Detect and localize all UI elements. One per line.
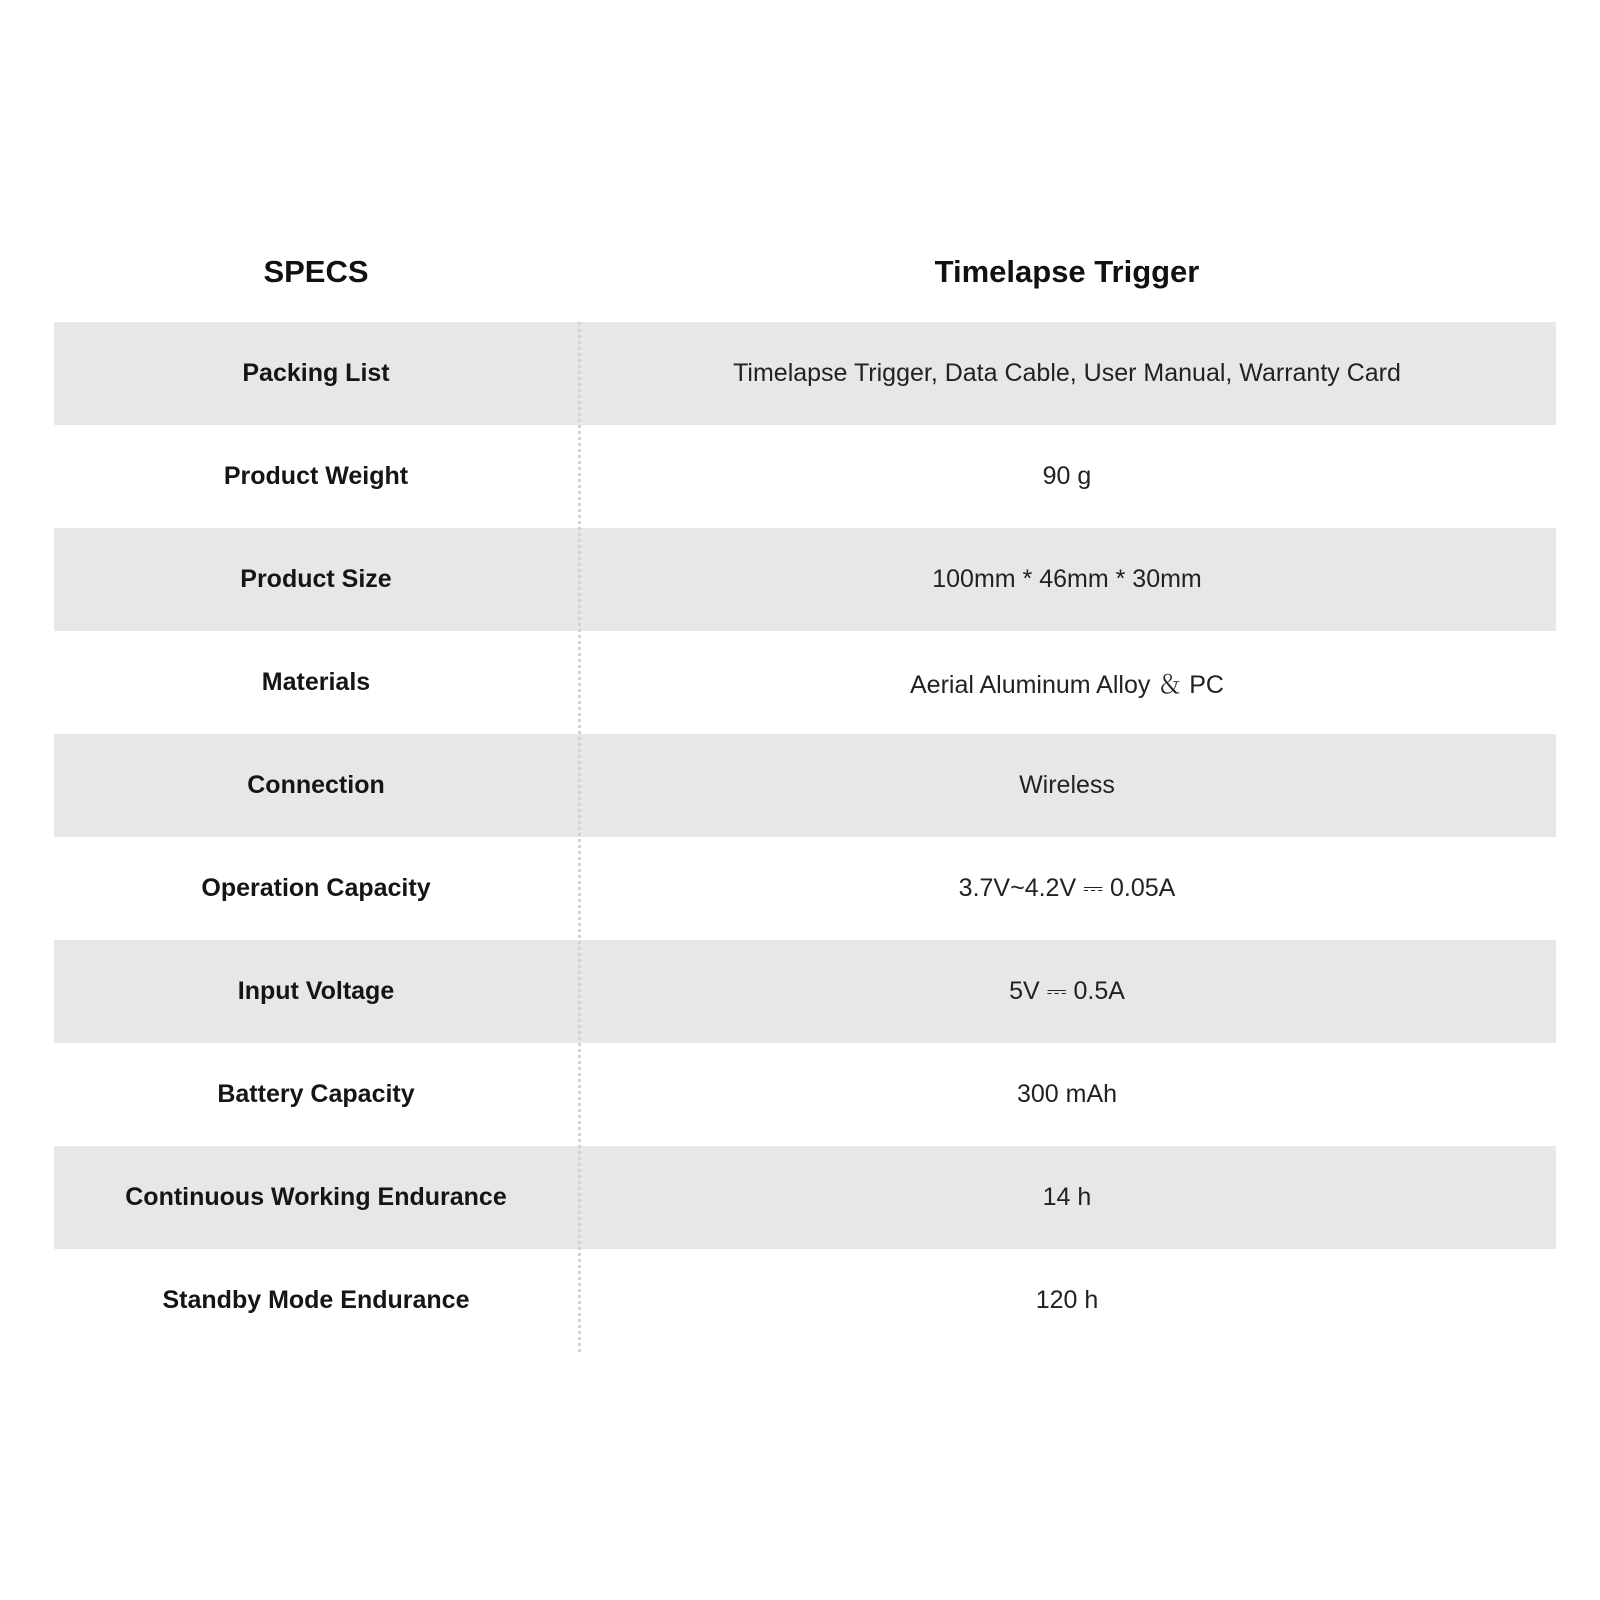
spec-value: Wireless [1019,771,1115,799]
spec-value: 90 g [1042,462,1092,490]
spec-label: Product Weight [223,462,409,490]
specs-heading: SPECS [263,254,369,289]
spec-value: 100mm * 46mm * 30mm [932,565,1202,593]
table-row [54,940,1556,1043]
spec-label: Materials [261,668,371,696]
spec-value: 120 h [1035,1286,1099,1314]
spec-label: Battery Capacity [217,1080,415,1108]
table-header [54,222,1556,322]
spec-value: 14 h [1042,1183,1092,1211]
spec-rows [54,322,1556,1352]
spec-value: 300 mAh [1016,1080,1118,1108]
spec-value: 5V ⎓ 0.5A [1009,977,1125,1005]
spec-value: Timelapse Trigger, Data Cable, User Manual, Warranty Card [733,359,1401,387]
table-row [54,1043,1556,1146]
spec-value: Aerial Aluminum Alloy ＆ PC [909,670,1224,699]
table-row [54,425,1556,528]
table-row [54,734,1556,837]
table-row [54,837,1556,940]
product-name-heading: Timelapse Trigger [934,254,1200,289]
spec-label: Connection [247,771,385,799]
table-row [54,1146,1556,1249]
spec-value: 3.7V~4.2V ⎓ 0.05A [958,874,1176,902]
table-row [54,631,1556,734]
spec-label: Standby Mode Endurance [162,1286,470,1314]
spec-label: Continuous Working Endurance [125,1183,507,1211]
table-row [54,1249,1556,1352]
spec-label: Input Voltage [237,977,395,1005]
column-divider [578,322,581,1352]
table-row [54,528,1556,631]
spec-label: Operation Capacity [201,874,431,902]
table-row [54,322,1556,425]
spec-label: Product Size [240,565,392,593]
spec-table [54,222,1556,1352]
spec-label: Packing List [242,359,390,387]
